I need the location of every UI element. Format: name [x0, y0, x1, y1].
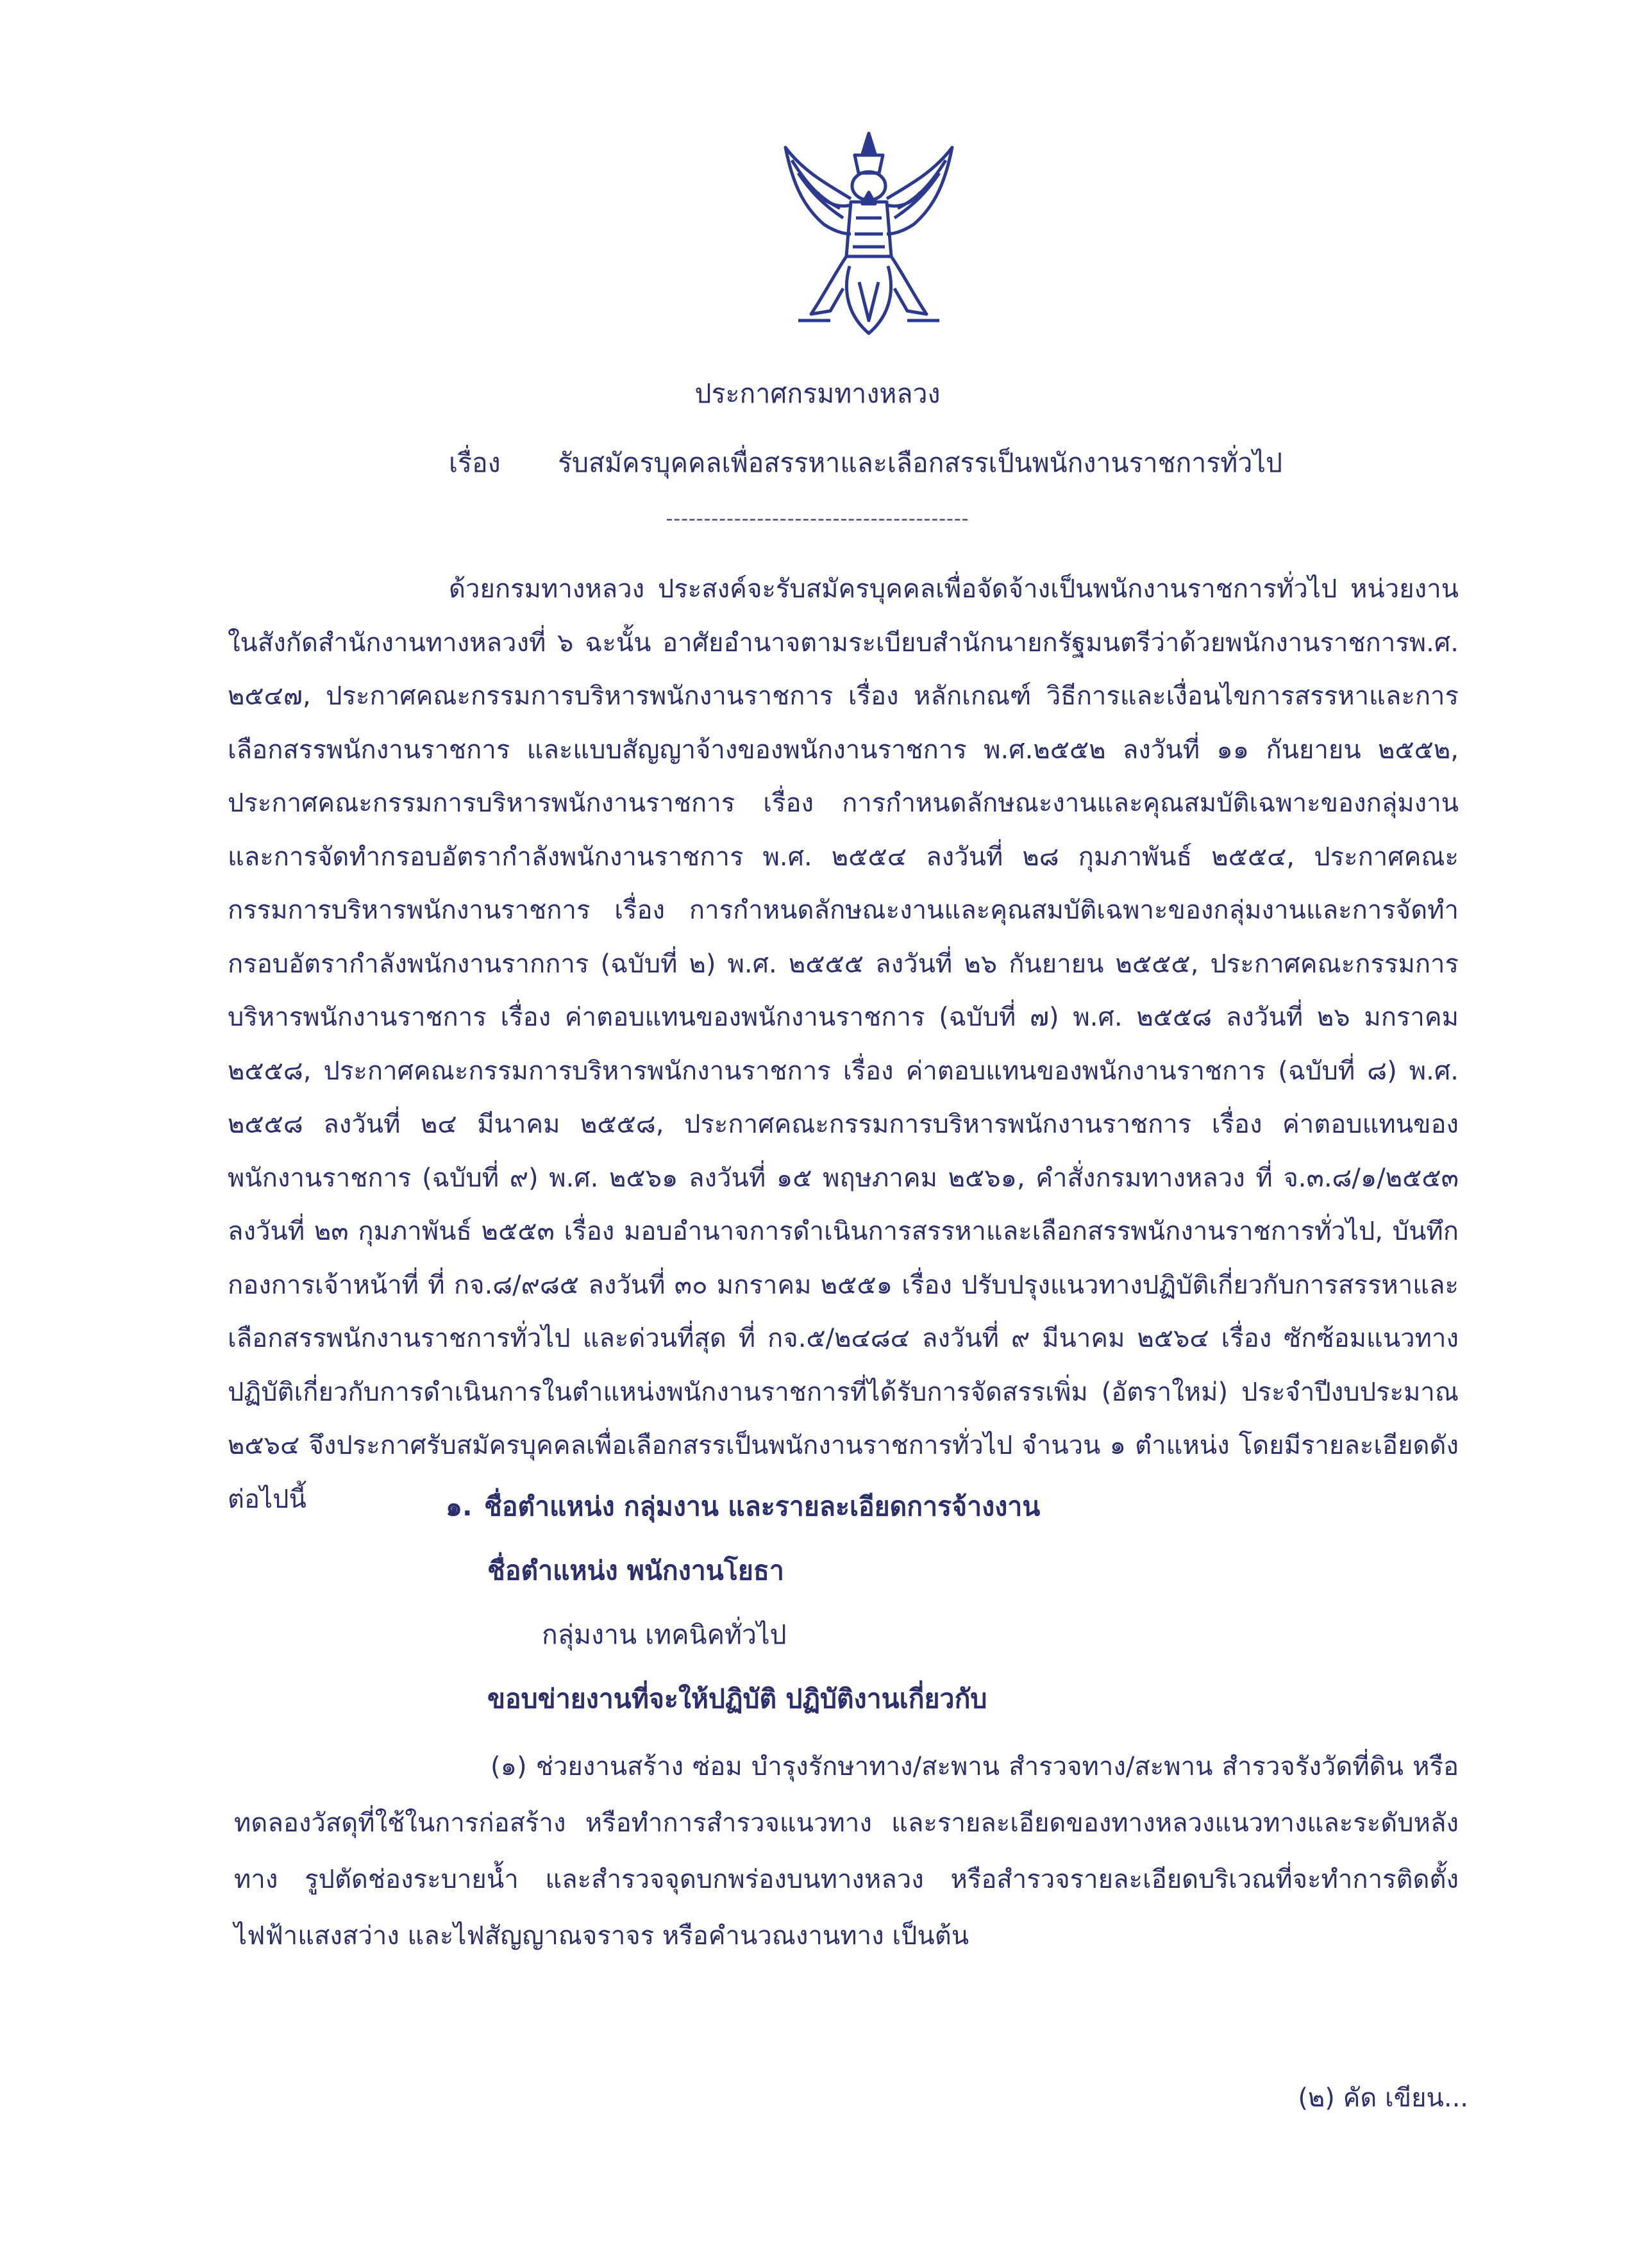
- announcement-subject: [449, 442, 1603, 484]
- duty-item-1-text: (๑) ช่วยงานสร้าง ซ่อม บำรุงรักษาทาง/สะพาน สำรวจทาง/สะพาน สำรวจรังวัดที่ดิน หรือทดลองวัสดุที่ใช้ในการก่อสร้าง หรือทำการสำรวจแนวทาง และรายละเอียดของทางหลวงแนวทางและระดับหลังทาง รูปตัดช่องระบายน้ำ และสำรวจจุดบกพร่องบนทางหลวง หรือสำรวจรายละเอียดบริเวณที่จะทำการติดตั้งไฟฟ้าแสงสว่าง และไฟสัญญาณจราจร หรือคำนวณงานทาง เป็นต้น: [234, 1752, 1459, 1951]
- subject-text: รับสมัครบุคคลเพื่อสรรหาและเลือกสรรเป็นพนักงานราชการทั่วไป: [558, 447, 1283, 478]
- subject-label: เรื่อง: [449, 447, 501, 478]
- section-heading-text: ชื่อตำแหน่ง กลุ่มงาน และรายละเอียดการจ้างงาน: [484, 1491, 1041, 1522]
- page-continuation: (๒) คัด เขียน...: [1298, 2083, 1468, 2113]
- header-divider: ----------------------------------------: [666, 508, 969, 530]
- scope-heading: ขอบข่ายงานที่จะให้ปฏิบัติ ปฏิบัติงานเกี่ยวกับ: [487, 1683, 987, 1714]
- section-1-heading: [446, 1486, 1040, 1528]
- body-paragraph-1: [228, 563, 1459, 1526]
- work-group: กลุ่มงาน เทคนิคทั่วไป: [542, 1619, 787, 1650]
- paragraph-1-text: ด้วยกรมทางหลวง ประสงค์จะรับสมัครบุคคลเพื่อจัดจ้างเป็นพนักงานราชการทั่วไป หน่วยงานในสังกัดสำนักงานทางหลวงที่ ๖ ฉะนั้น อาศัยอำนาจตามระเบียบสำนักนายกรัฐมนตรีว่าด้วยพนักงานราชการพ.ศ. ๒๕๔๗, ประกาศคณะกรรมการบริหารพนักงานราชการ เรื่อง หลักเกณฑ์ วิธีการและเงื่อนไขการสรรหาและการเลือกสรรพนักงานราชการ และแบบสัญญาจ้างของพนักงานราชการ พ.ศ.๒๕๕๒ ลงวันที่ ๑๑ กันยายน ๒๕๕๒, ประกาศคณะกรรมการบริหารพนักงานราชการ เรื่อง การกำหนดลักษณะงานและคุณสมบัติเฉพาะของกลุ่มงานและการจัดทำกรอบอัตรากำลังพนักงานราชการ พ.ศ. ๒๕๕๔ ลงวันที่ ๒๘ กุมภาพันธ์ ๒๕๕๔, ประกาศคณะกรรมการบริหารพนักงานราชการ เรื่อง การกำหนดลักษณะงานและคุณสมบัติเฉพาะของกลุ่มงานและการจัดทำกรอบอัตรากำลังพนักงานรากการ (ฉบับที่ ๒) พ.ศ. ๒๕๕๕ ลงวันที่ ๒๖ กันยายน ๒๕๕๕, ประกาศคณะกรรมการบริหารพนักงานราชการ เรื่อง ค่าตอบแทนของพนักงานราชการ (ฉบับที่ ๗) พ.ศ. ๒๕๕๘ ลงวันที่ ๒๖ มกราคม ๒๕๕๘, ประกาศคณะกรรมการบริหารพนักงานราชการ เรื่อง ค่าตอบแทนของพนักงานราชการ (ฉบับที่ ๘) พ.ศ. ๒๕๕๘ ลงวันที่ ๒๔ มีนาคม ๒๕๕๘, ประกาศคณะกรรมการบริหารพนักงานราชการ เรื่อง ค่าตอบแทนของพนักงานราชการ (ฉบับที่ ๙) พ.ศ. ๒๕๖๑ ลงวันที่ ๑๕ พฤษภาคม ๒๕๖๑, คำสั่งกรมทางหลวง ที่ จ.๓.๘/๑/๒๕๕๓ ลงวันที่ ๒๓ กุมภาพันธ์ ๒๕๕๓ เรื่อง มอบอำนาจการดำเนินการสรรหาและเลือกสรรพนักงานราชการทั่วไป, บันทึกกองการเจ้าหน้าที่ ที่ กจ.๘/๙๘๕ ลงวันที่ ๓๐ มกราคม ๒๕๕๑ เรื่อง ปรับปรุงแนวทางปฏิบัติเกี่ยวกับการสรรหาและเลือกสรรพนักงานราชการทั่วไป และด่วนที่สุด ที่ กจ.๕/๒๔๘๔ ลงวันที่ ๙ มีนาคม ๒๕๖๔ เรื่อง ซักซ้อมแนวทางปฏิบัติเกี่ยวกับการดำเนินการในตำแหน่งพนักงานราชการที่ได้รับการจัดสรรเพิ่ม (อัตราใหม่) ประจำปีงบประมาณ ๒๕๖๔ จึงประกาศรับสมัครบุคคลเพื่อเลือกสรรเป็นพนักงานราชการทั่วไป จำนวน ๑ ตำแหน่ง โดยมีรายละเอียดดังต่อไปนี้: [228, 574, 1459, 1514]
- section-number: ๑.: [446, 1491, 473, 1522]
- position-title: ชื่อตำแหน่ง พนักงานโยธา: [487, 1555, 784, 1586]
- announcement-title: ประกาศกรมทางหลวง: [694, 378, 941, 409]
- duty-item-1: [234, 1739, 1459, 1964]
- garuda-emblem-icon: [773, 128, 965, 340]
